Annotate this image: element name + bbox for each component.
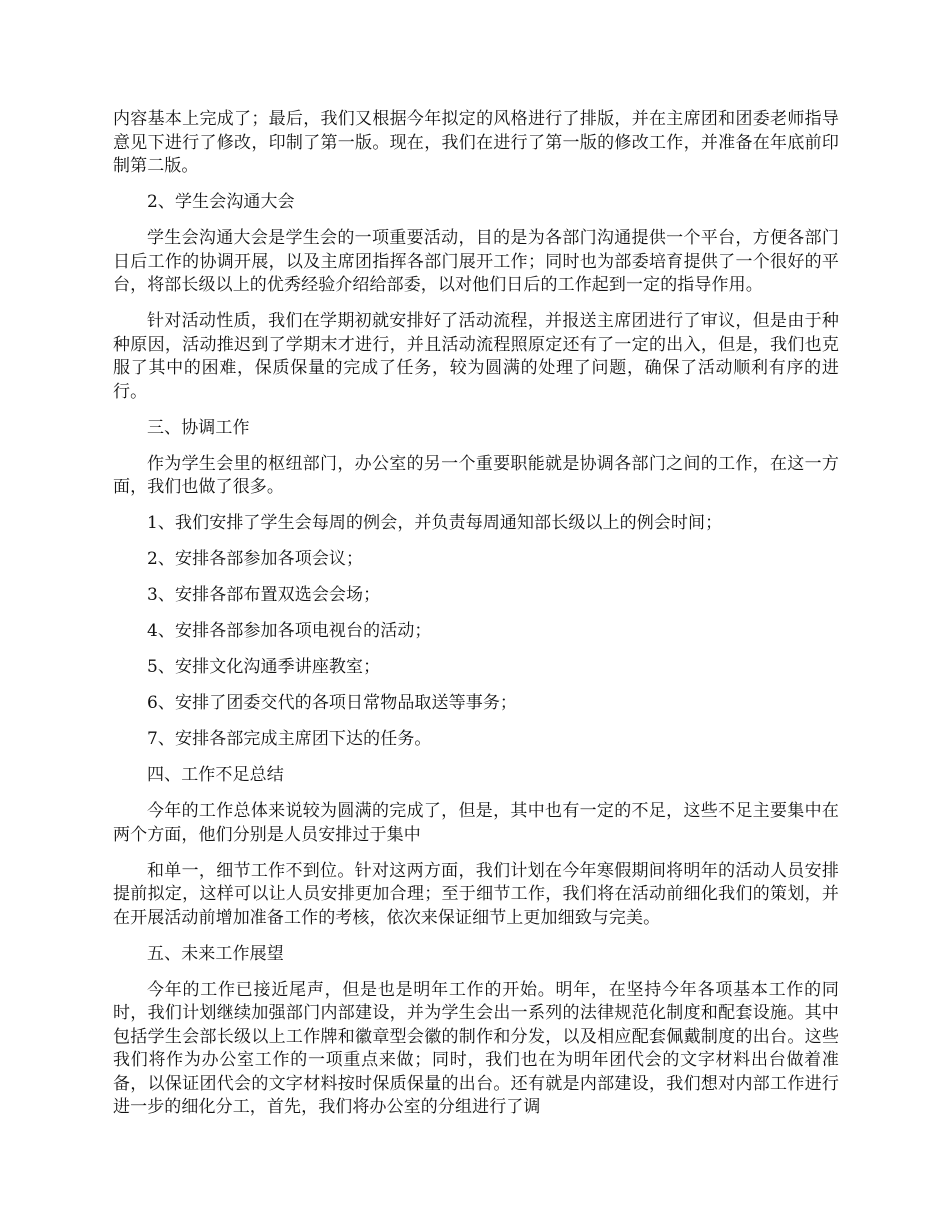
paragraph-meeting-purpose: 学生会沟通大会是学生会的一项重要活动，目的是为各部门沟通提供一个平台，方便各部门日后工作的协调开展，以及主席团指挥各部门展开工作；同时也为部委培育提供了一个很好的平台，将部长级以上的优秀经验介绍给部委，以对他们日后的工作起到一定的指导作用。 — [113, 228, 839, 295]
paragraph-meeting-process: 针对活动性质，我们在学期初就安排好了活动流程，并报送主席团进行了审议，但是由于种种原因，活动推迟到了学期末才进行，并且活动流程照原定还有了一定的出入，但是，我们也克服了其中的困难，保质保量的完成了任务，较为圆满的处理了问题，确保了活动顺利有序的进行。 — [113, 311, 839, 402]
list-item-meetings: 2、安排各部参加各项会议； — [147, 549, 364, 569]
list-item-weekly-meeting: 1、我们安排了学生会每周的例会，并负责每周通知部长级以上的例会时间； — [147, 513, 723, 533]
section-heading-outlook: 五、未来工作展望 — [147, 943, 284, 964]
list-item-tasks: 7、安排各部完成主席团下达的任务。 — [147, 729, 432, 749]
paragraph-improvement-plan: 和单一，细节工作不到位。针对这两方面，我们计划在今年寒假期间将明年的活动人员安排提前拟定，这样可以让人员安排更加合理；至于细节工作，我们将在活动前细化我们的策划，并在开展活动前增加准备工作的考核，依次来保证细节上更加细致与完美。 — [113, 860, 839, 928]
document-body — [113, 108, 839, 1132]
paragraph-continuation: 内容基本上完成了；最后，我们又根据今年拟定的风格进行了排版，并在主席团和团委老师指导意见下进行了修改，印制了第一版。现在，我们在进行了第一版的修改工作，并准备在年底前印制第二版。 — [113, 109, 839, 176]
paragraph-coordination-intro: 作为学生会里的枢纽部门，办公室的另一个重要职能就是协调各部门之间的工作，在这一方面，我们也做了很多。 — [113, 453, 839, 497]
section-heading-shortcomings: 四、工作不足总结 — [147, 765, 284, 785]
list-item-daily-affairs: 6、安排了团委交代的各项日常物品取送等事务； — [147, 693, 518, 713]
section-heading-coordination: 三、协调工作 — [147, 417, 250, 438]
list-item-venue: 3、安排各部布置双选会会场； — [147, 585, 381, 605]
list-item-tv-activities: 4、安排各部参加各项电视台的活动； — [147, 621, 432, 641]
paragraph-shortcomings: 今年的工作总体来说较为圆满的完成了，但是，其中也有一定的不足，这些不足主要集中在两个方面，他们分别是人员安排过于集中 — [113, 801, 839, 845]
list-item-lecture-room: 5、安排文化沟通季讲座教室； — [147, 657, 381, 677]
subheading-communication-meeting: 2、学生会沟通大会 — [147, 192, 295, 212]
paragraph-outlook: 今年的工作已接近尾声，但是也是明年工作的开始。明年，在坚持今年各项基本工作的同时，我们计划继续加强部门内部建设，并为学生会出一系列的法律规范化制度和配套设施。其中包括学生会部长级以上工作牌和徽章型会徽的制作和分发，以及相应配套佩戴制度的出台。这些我们将作为办公室工作的一项重点来做；同时，我们也在为明年团代会的文字材料出台做着准备，以保证团代会的文字材料按时保质保量的出台。还有就是内部建设，我们想对内部工作进行进一步的细化分工，首先，我们将办公室的分组进行了调 — [113, 979, 839, 1117]
